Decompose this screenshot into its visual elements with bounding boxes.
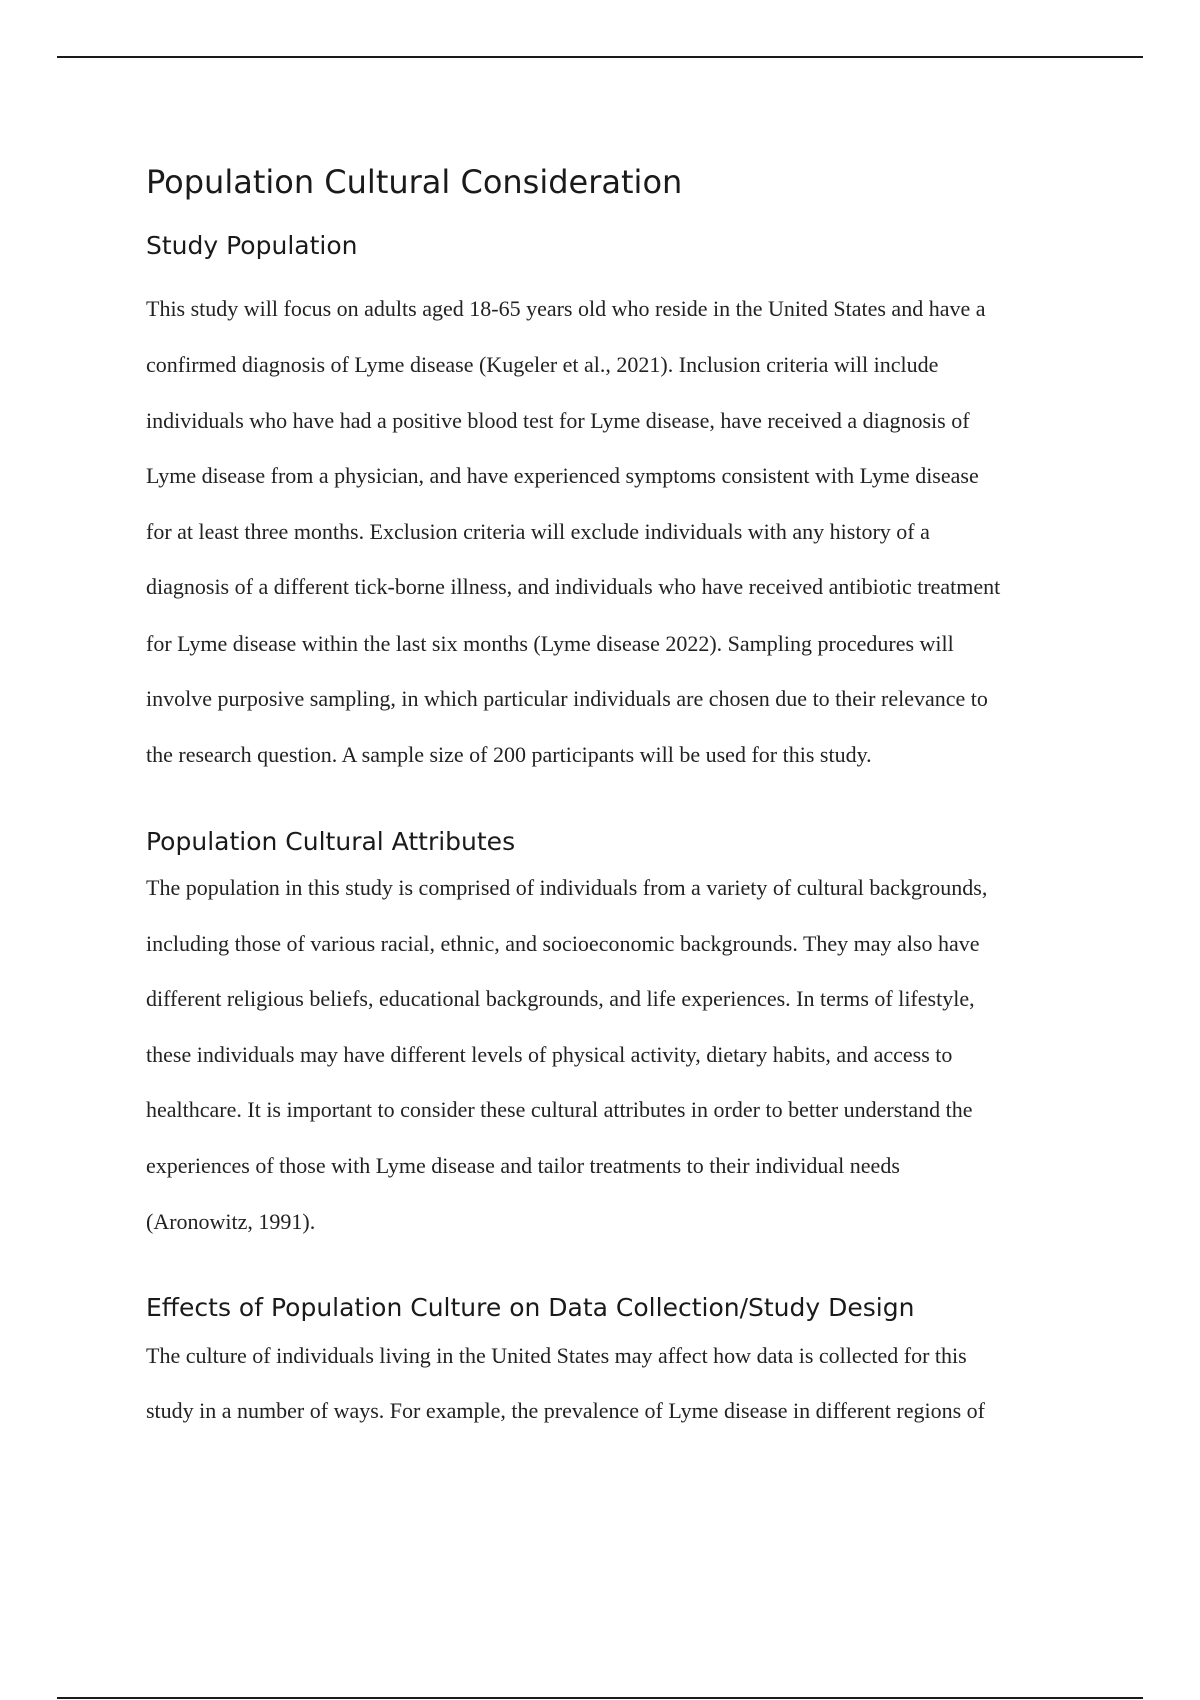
paragraph-line: confirmed diagnosis of Lyme disease (Kugeler et al., 2021). Inclusion criteria will include <box>146 352 939 377</box>
top-rule <box>57 56 1143 58</box>
paragraph-line: these individuals may have different levels of physical activity, dietary habits, and access to <box>146 1042 953 1067</box>
paragraph-line: healthcare. It is important to consider these cultural attributes in order to better understand the <box>146 1097 973 1122</box>
paragraph-line: The population in this study is comprised of individuals from a variety of cultural backgrounds, <box>146 875 988 900</box>
paragraph-line: This study will focus on adults aged 18-65 years old who reside in the United States and have a <box>146 296 986 321</box>
paragraph-line: for at least three months. Exclusion criteria will exclude individuals with any history of a <box>146 519 930 544</box>
paragraph-line: individuals who have had a positive blood test for Lyme disease, have received a diagnosis of <box>146 408 970 433</box>
paragraph-line: different religious beliefs, educational backgrounds, and life experiences. In terms of lifestyle, <box>146 986 975 1011</box>
page-title: Population Cultural Consideration <box>146 163 683 201</box>
section-heading-effects-of-population-culture: Effects of Population Culture on Data Collection/Study Design <box>146 1293 915 1322</box>
paragraph-line: study in a number of ways. For example, the prevalence of Lyme disease in different regions of <box>146 1398 986 1423</box>
paragraph-line: the research question. A sample size of 200 participants will be used for this study. <box>146 742 872 767</box>
paragraph-line: The culture of individuals living in the United States may affect how data is collected for this <box>146 1343 967 1368</box>
paragraph-line: involve purposive sampling, in which particular individuals are chosen due to their relevance to <box>146 686 988 711</box>
paragraph-line: including those of various racial, ethnic, and socioeconomic backgrounds. They may also have <box>146 931 980 956</box>
bottom-rule <box>57 1697 1143 1699</box>
paragraph-line: experiences of those with Lyme disease and tailor treatments to their individual needs <box>146 1153 900 1178</box>
paragraph-line: for Lyme disease within the last six months (Lyme disease 2022). Sampling procedures will <box>146 631 954 656</box>
section-heading-study-population: Study Population <box>146 231 358 260</box>
paragraph-line: (Aronowitz, 1991). <box>146 1209 316 1234</box>
paragraph-line: diagnosis of a different tick-borne illness, and individuals who have received antibiotic treatment <box>146 574 1001 599</box>
section-heading-population-cultural-attributes: Population Cultural Attributes <box>146 827 516 856</box>
paragraph-line: Lyme disease from a physician, and have experienced symptoms consistent with Lyme disease <box>146 463 979 488</box>
